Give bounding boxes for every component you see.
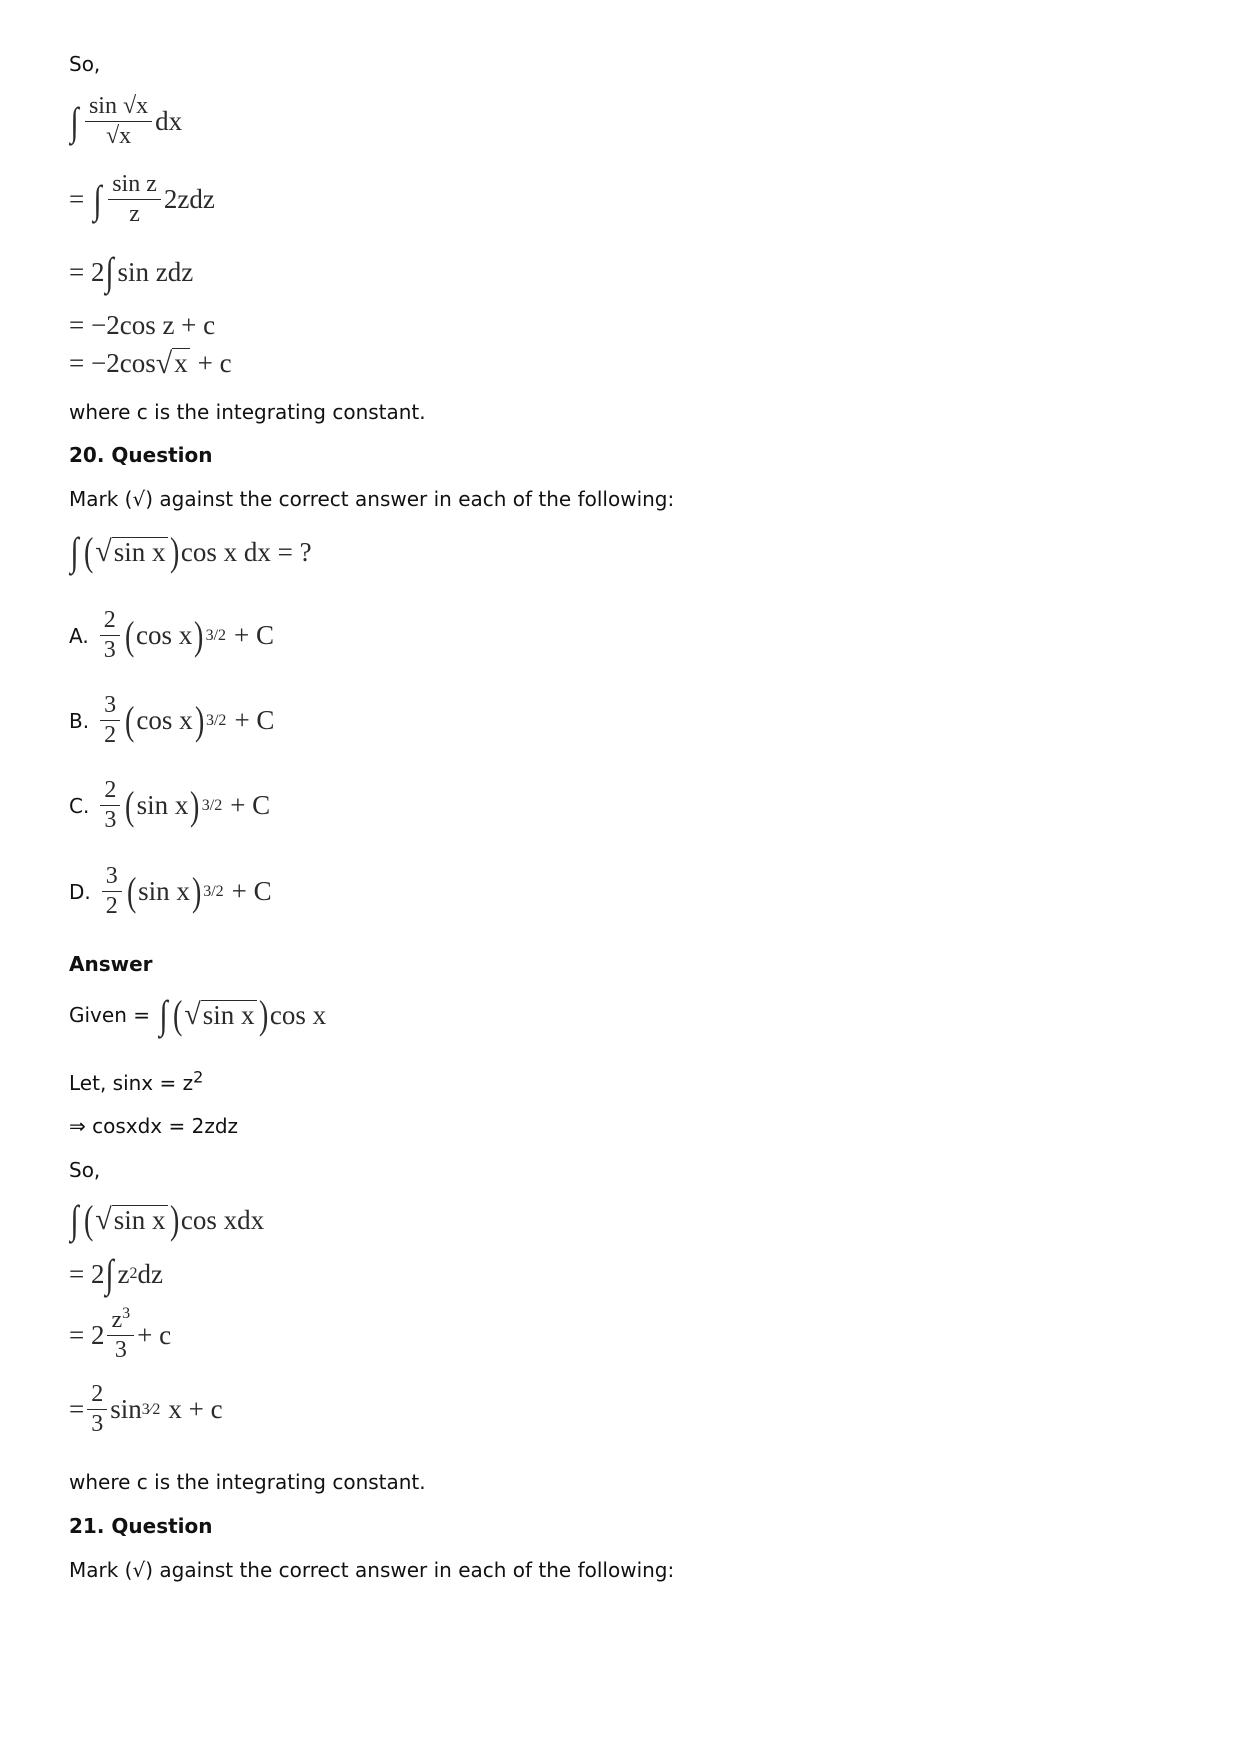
square-root: √ sin x [95, 535, 166, 569]
integral-icon: ∫ [105, 1251, 115, 1296]
answer-heading: Answer [69, 952, 153, 976]
radical-icon: √ [184, 998, 201, 1032]
paren-left-icon: ( [125, 782, 135, 828]
paren-left-icon: ( [126, 868, 137, 914]
answer-step-3: = 2 $\frac{z^3}{3}$ + c [69, 1305, 172, 1364]
square-root: √ sin x [95, 1203, 166, 1237]
so-label-top: So, [69, 52, 101, 76]
answer-step-4: = $\frac{2}{3}$ sin 3⁄2 x + c [69, 1381, 223, 1438]
square-root: √ sin x [184, 998, 255, 1032]
paren-left-icon: ( [125, 697, 135, 743]
fraction: $\frac{\sin √x}{√x}$ [85, 94, 152, 149]
option-b[interactable]: B. $\frac{3}{2}$ ( cos x ) 3/2 + C [69, 692, 275, 749]
paren-left-icon: ( [83, 529, 94, 574]
fraction: $\frac{\text{sin z}}{z}$ [108, 172, 161, 227]
paren-right-icon: ) [169, 529, 179, 574]
given-line: Given = ∫ ( √ sin x ) cos x [69, 992, 327, 1037]
paren-left-icon: ( [83, 1197, 94, 1242]
option-c[interactable]: C. $\frac{2}{3}$ ( sin x ) 3/2 + C [69, 777, 271, 834]
paren-right-icon: ) [190, 782, 200, 828]
question-20-heading: 20. Question [69, 443, 213, 467]
so-label-answer: So, [69, 1158, 101, 1182]
paren-right-icon: ) [258, 992, 268, 1037]
step-3: = 2 ∫ sin zdz [69, 249, 194, 294]
option-a[interactable]: A. $\frac{2}{3}$ ( cos x ) 3/2 + C [69, 607, 275, 664]
step-4: = −2cos z + c [69, 310, 216, 340]
paren-left-icon: ( [172, 992, 183, 1037]
question-20-instruction: Mark (√) against the correct answer in each of the following: [69, 487, 675, 511]
paren-left-icon: ( [124, 612, 135, 658]
step-1: ∫ $\frac{\sin √x}{√x}$ dx [70, 93, 183, 150]
let-line: Let, $\sin x = z^2$ [69, 1067, 204, 1095]
answer-step-2: = 2 ∫ z 2 dz [69, 1251, 163, 1296]
question-21-instruction: Mark (√) against the correct answer in each of the following: [69, 1558, 675, 1582]
question-21-heading: 21. Question [69, 1514, 213, 1538]
integral-icon: ∫ [159, 992, 168, 1037]
paren-right-icon: ) [191, 868, 202, 914]
integral-icon: ∫ [93, 176, 102, 222]
option-d[interactable]: D. $\frac{3}{2}$ ( sin x ) 3/2 + C [69, 863, 272, 920]
step-5: = −2cos √ x + c [69, 346, 232, 380]
integral-icon: ∫ [70, 98, 79, 144]
question-20-expression: ∫ ( √ sin x ) cos x dx = ? [70, 529, 312, 574]
paren-right-icon: ) [194, 612, 204, 658]
paren-right-icon: ) [169, 1197, 179, 1242]
radical-icon: √ [95, 1203, 112, 1237]
implies-line: ⇒ cosxdx = 2zdz [69, 1114, 239, 1138]
constant-note-answer: where c is the integrating constant. [69, 1470, 426, 1494]
square-root: √ x [155, 346, 188, 380]
step-2: = ∫ $\frac{\text{sin z}}{z}$ 2zdz [69, 171, 215, 228]
radical-icon: √ [155, 346, 173, 380]
radical-icon: √ [95, 535, 112, 569]
paren-right-icon: ) [194, 697, 204, 743]
answer-step-1: ∫ ( √ sin x ) cos xdx [70, 1197, 265, 1242]
constant-note-top: where c is the integrating constant. [69, 400, 426, 424]
integral-icon: ∫ [70, 529, 79, 574]
integral-icon: ∫ [105, 249, 115, 294]
integral-icon: ∫ [70, 1197, 79, 1242]
